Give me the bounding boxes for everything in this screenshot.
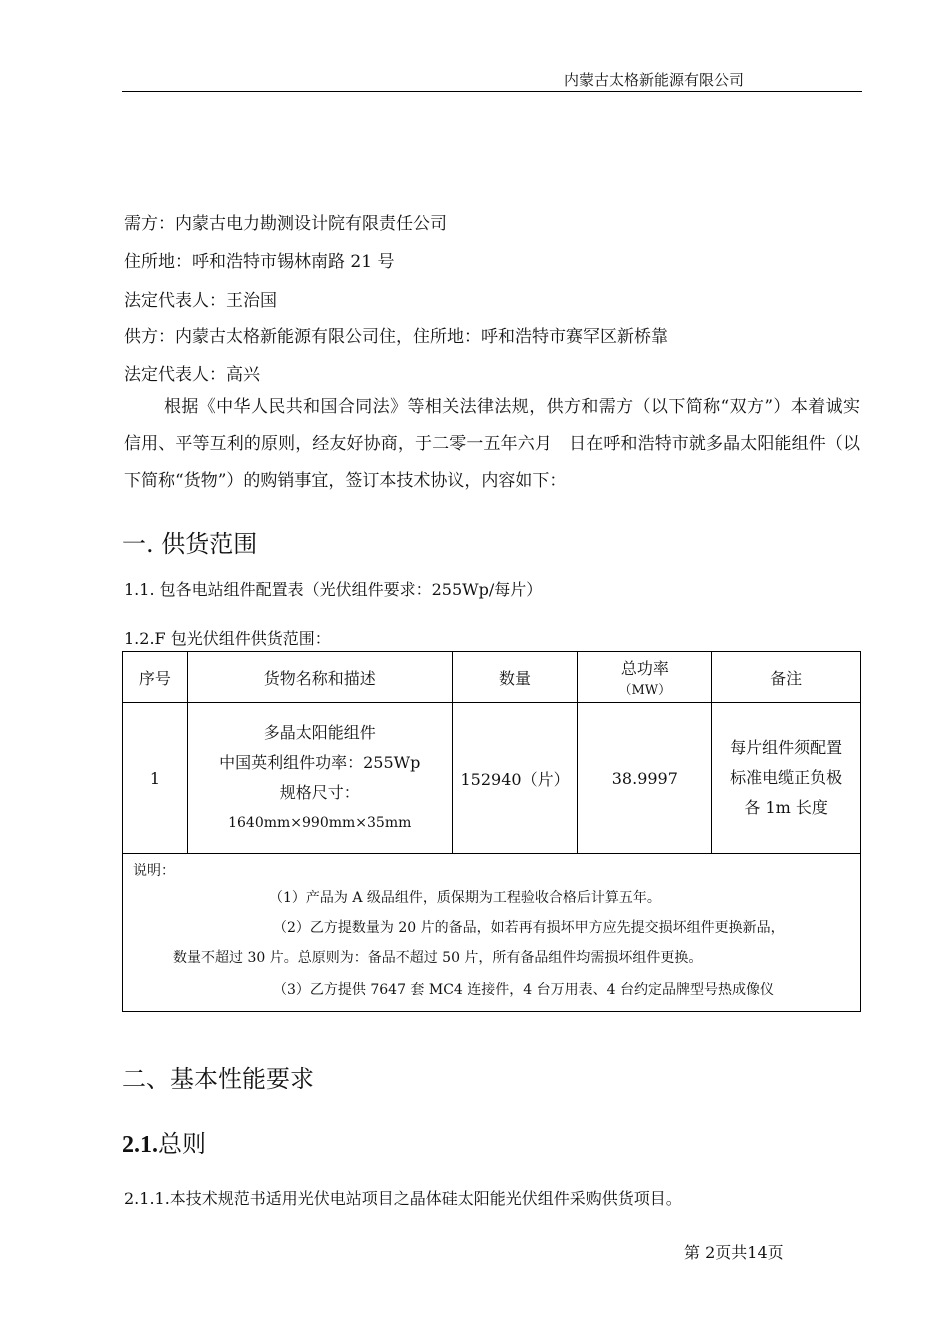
header-remark: 备注 <box>712 652 861 703</box>
cell-qty: 152940（片） <box>452 703 578 854</box>
header-power-unit: （MW） <box>618 683 672 698</box>
notes-label: 说明： <box>133 863 175 879</box>
supply-table <box>122 651 861 1012</box>
header-no: 序号 <box>123 652 188 703</box>
desc-line-2: 中国英利组件功率：255Wp <box>219 753 421 772</box>
header-power <box>578 652 712 703</box>
buyer-rep-line: 法定代表人：王治国 <box>124 291 277 311</box>
header-rule <box>122 91 862 92</box>
cell-power: 38.9997 <box>578 703 712 854</box>
section1-title: 一. 供货范围 <box>122 530 258 558</box>
section2-title: 二、基本性能要求 <box>122 1065 314 1093</box>
buyer-address-line: 住所地：呼和浩特市锡林南路 21 号 <box>124 252 395 272</box>
header-company: 内蒙古太格新能源有限公司 <box>563 71 744 89</box>
note-2b: 数量不超过 30 片。总原则为：备品不超过 50 片，所有备品组件均需损坏组件更换。 <box>173 950 703 966</box>
desc-line-3: 规格尺寸： <box>279 783 360 802</box>
header-power-label: 总功率 <box>620 659 669 678</box>
note-3: （3）乙方提供 7647 套 MC4 连接件，4 台万用表、4 台约定品牌型号热成像仪 <box>273 982 775 998</box>
desc-line-1: 多晶太阳能组件 <box>263 723 376 742</box>
item-2-1-1: 2.1.1.本技术规范书适用光伏电站项目之晶体硅太阳能光伏组件采购供货项目。 <box>124 1189 682 1208</box>
item-1-1: 1.1. 包各电站组件配置表（光伏组件要求：255Wp/每片） <box>124 580 543 599</box>
subsection-2-1-title: 总则 <box>158 1130 206 1158</box>
intro-paragraph: 根据《中华人民共和国合同法》等相关法律法规，供方和需方（以下简称“双方”）本着诚实信用、平等互利的原则，经友好协商，于二零一五年六月 日在呼和浩特市就多晶太阳能组件（以下简称“货物”）的购销事宜，签订本技术协议，内容如下： <box>124 397 860 491</box>
supplier-rep-line: 法定代表人：高兴 <box>124 365 260 385</box>
table-row <box>123 703 861 854</box>
item-1-2: 1.2.F 包光伏组件供货范围： <box>124 629 331 648</box>
supplier-line: 供方：内蒙古太格新能源有限公司住，住所地：呼和浩特市赛罕区新桥靠 <box>124 327 668 347</box>
subsection-2-1 <box>122 1124 206 1159</box>
buyer-line: 需方：内蒙古电力勘测设计院有限责任公司 <box>124 214 447 234</box>
subsection-2-1-number: 2.1. <box>122 1132 158 1158</box>
desc-line-4: 1640mm×990mm×35mm <box>228 815 412 831</box>
page-number: 第 2页共14页 <box>684 1243 784 1262</box>
cell-remark: 每片组件须配置标准电缆正负极各 1m 长度 <box>712 703 861 854</box>
cell-desc <box>187 703 452 854</box>
table-header-row <box>123 652 861 703</box>
notes-cell <box>123 854 861 1012</box>
note-2a: （2）乙方提数量为 20 片的备品，如若再有损坏甲方应先提交损坏组件更换新品， <box>273 920 785 936</box>
table-notes-row <box>123 854 861 1012</box>
cell-no: 1 <box>123 703 188 854</box>
header-qty: 数量 <box>452 652 578 703</box>
header-name: 货物名称和描述 <box>187 652 452 703</box>
note-1: （1）产品为 A 级品组件，质保期为工程验收合格后计算五年。 <box>269 890 661 906</box>
